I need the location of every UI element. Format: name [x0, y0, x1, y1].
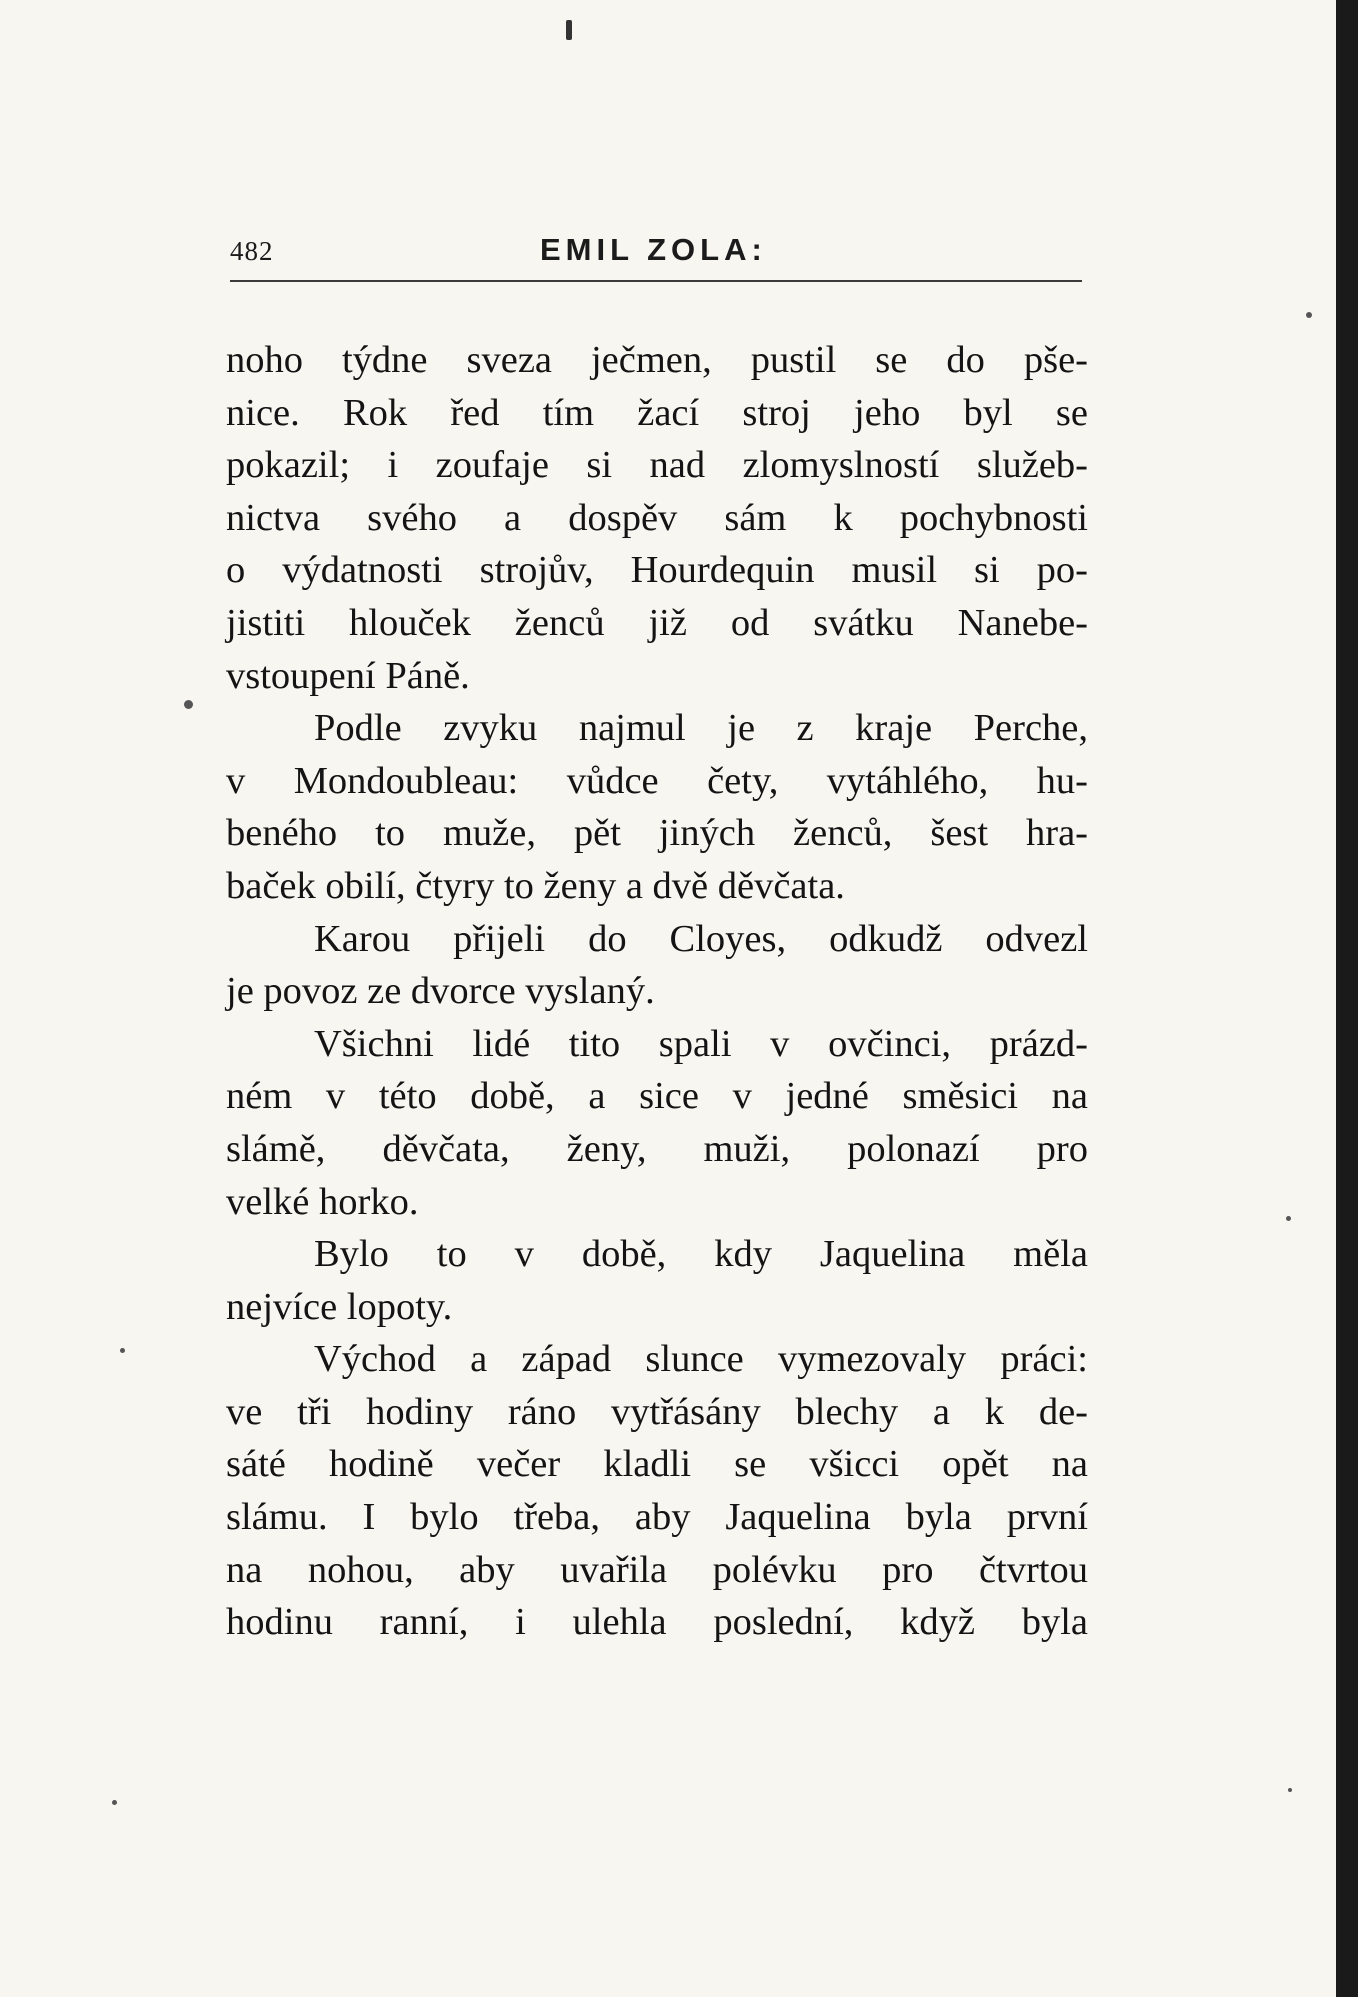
text-line: jistiti hlouček ženců již od svátku Nanebe- — [226, 601, 1088, 644]
text-line: v Mondoubleau: vůdce čety, vytáhlého, hu- — [226, 759, 1088, 802]
scan-speck — [1288, 1788, 1292, 1792]
text-line: vstoupení Páně. — [226, 654, 470, 697]
scan-speck — [1286, 1216, 1291, 1221]
body-text — [226, 334, 1088, 1649]
text-line: nictva svého a dospěv sám k pochybnosti — [226, 496, 1088, 539]
text-line: pokazil; i zoufaje si nad zlomyslností služeb- — [226, 444, 1088, 487]
text-line: na nohou, aby uvařila polévku pro čtvrtou — [226, 1548, 1088, 1591]
text-line: Východ a západ slunce vymezovaly práci: — [314, 1338, 1088, 1381]
running-head — [230, 232, 1080, 272]
text-line: hodinu ranní, i ulehla poslední, když byla — [226, 1601, 1088, 1644]
text-line: slámu. I bylo třeba, aby Jaquelina byla první — [226, 1496, 1088, 1539]
page-number: 482 — [230, 236, 274, 266]
text-line: je povoz ze dvorce vyslaný. — [226, 970, 655, 1013]
scan-speck — [120, 1348, 125, 1353]
text-line: ném v této době, a sice v jedné směsici na — [226, 1075, 1088, 1118]
text-line: Bylo to v době, kdy Jaquelina měla — [314, 1233, 1088, 1276]
text-line: ve tři hodiny ráno vytřásány blechy a k de- — [226, 1390, 1088, 1433]
text-line: nice. Rok řed tím žací stroj jeho byl se — [226, 391, 1088, 434]
page-edge — [1340, 0, 1358, 1997]
text-line: Všichni lidé tito spali v ovčinci, prázd- — [314, 1022, 1088, 1065]
text-line: slámě, děvčata, ženy, muži, polonazí pro — [226, 1127, 1088, 1170]
text-line: velké horko. — [226, 1180, 419, 1223]
text-line: noho týdne sveza ječmen, pustil se do pše- — [226, 339, 1088, 381]
running-title: EMIL ZOLA: — [540, 232, 767, 267]
text-line: o výdatnosti strojův, Hourdequin musil si po- — [226, 549, 1088, 592]
text-line: sáté hodině večer kladli se všicci opět na — [226, 1443, 1088, 1486]
text-line: Podle zvyku najmul je z kraje Perche, — [314, 707, 1088, 750]
text-line: beného to muže, pět jiných ženců, šest hra- — [226, 812, 1088, 855]
header-rule — [230, 280, 1082, 282]
scan-speck — [1306, 312, 1312, 318]
scan-speck — [566, 20, 572, 40]
text-line: Karou přijeli do Cloyes, odkudž odvezl — [314, 917, 1088, 960]
scan-speck — [112, 1800, 117, 1805]
text-line: nejvíce lopoty. — [226, 1285, 453, 1328]
text-line: baček obilí, čtyry to ženy a dvě děvčata. — [226, 864, 845, 907]
scan-speck — [184, 700, 193, 709]
